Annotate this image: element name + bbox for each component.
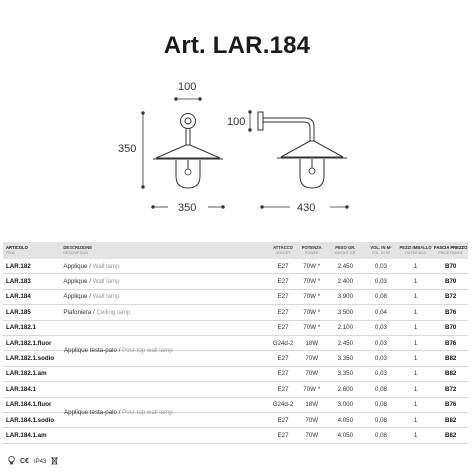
cell-articolo: LAR.184.1.sodio — [6, 416, 55, 424]
front-bottom-dim: 350 — [178, 202, 197, 214]
table-row — [3, 428, 468, 443]
cell-fascia: B76 — [445, 339, 457, 347]
cell-peso: 3.350 — [337, 355, 354, 363]
cell-articolo: LAR.185 — [6, 308, 31, 316]
cell-volume: 0,04 — [374, 308, 387, 316]
cell-pezzi: 1 — [413, 355, 418, 363]
cell-peso: 3.900 — [337, 293, 354, 301]
cell-pezzi: 1 — [413, 278, 418, 286]
table-row — [3, 305, 468, 320]
cell-potenza: 18W — [305, 339, 319, 347]
cell-articolo: LAR.183 — [6, 278, 31, 286]
header-descrizione: DESCRIZIONE DESCRIPTION — [63, 244, 93, 255]
side-top-dim: 100 — [227, 116, 246, 128]
cell-potenza: 70W — [305, 416, 319, 424]
header-potenza: POTENZA POWER — [301, 244, 322, 255]
side-view-drawing — [249, 111, 348, 208]
bulb-icon — [8, 456, 15, 467]
cell-peso: 3.000 — [337, 401, 354, 409]
cell-attacco: E27 — [277, 324, 289, 332]
cell-peso: 2.450 — [337, 339, 354, 347]
cell-volume: 0,08 — [374, 293, 387, 301]
cell-attacco: E27 — [277, 385, 289, 393]
cell-descrizione: Applique / Wall lamp — [63, 262, 120, 270]
cell-pezzi: 1 — [413, 385, 418, 393]
cell-pezzi: 1 — [413, 262, 418, 270]
cell-articolo: LAR.182 — [6, 262, 31, 270]
cell-peso: 4.050 — [337, 431, 354, 439]
cell-descrizione: Applique / Wall lamp — [63, 293, 120, 301]
weee-bin-icon — [51, 456, 58, 467]
header-volume: VOL. IN M³ VOL. IN M³ — [370, 244, 392, 255]
cell-articolo: LAR.182.1.fluor — [6, 339, 52, 347]
front-top-dim: 100 — [178, 81, 197, 93]
cell-fascia: B72 — [445, 385, 457, 393]
cell-potenza: 70W * — [303, 308, 321, 316]
cell-fascia: B72 — [445, 293, 457, 301]
cell-potenza: 18W — [305, 401, 319, 409]
cell-fascia: B82 — [445, 355, 457, 363]
cell-fascia: B82 — [445, 416, 457, 424]
cell-peso: 3.350 — [337, 370, 354, 378]
table-row — [3, 382, 468, 397]
cell-attacco: E27 — [277, 308, 289, 316]
cell-attacco: G24d-2 — [272, 339, 294, 347]
header-articolo: ARTICOLO ITEM — [6, 244, 28, 255]
technical-drawings — [0, 0, 474, 230]
cell-volume: 0,03 — [374, 324, 387, 332]
table-row — [3, 367, 468, 382]
cell-peso: 2.400 — [337, 278, 354, 286]
table-header — [3, 242, 468, 259]
page-title: Art. LAR.184 — [163, 32, 311, 59]
cell-peso: 3.500 — [337, 308, 354, 316]
cell-articolo: LAR.184 — [6, 293, 31, 301]
ip-rating-icon: IP43 — [33, 458, 47, 465]
cell-potenza: 70W * — [303, 278, 321, 286]
cell-potenza: 70W * — [303, 293, 321, 301]
cell-volume: 0,03 — [374, 262, 387, 270]
cell-pezzi: 1 — [413, 370, 418, 378]
cell-volume: 0,03 — [374, 278, 387, 286]
cell-volume: 0,03 — [374, 370, 387, 378]
cell-articolo: LAR.182.1 — [6, 324, 36, 332]
front-view-drawing — [142, 98, 224, 208]
ce-mark-icon: C€ — [20, 458, 29, 465]
cell-potenza: 70W — [305, 355, 319, 363]
cell-fascia: B76 — [445, 308, 457, 316]
group-post-top-182 — [3, 321, 468, 383]
cell-pezzi: 1 — [413, 431, 418, 439]
side-bottom-dim: 430 — [297, 202, 316, 214]
spec-table — [3, 242, 468, 444]
table-row — [3, 321, 468, 336]
cell-articolo: LAR.184.1.fluor — [6, 401, 52, 409]
group-description: Applique testa-palo / Post-top wall lamp — [64, 347, 173, 355]
cell-peso: 2.100 — [337, 324, 354, 332]
cell-fascia: B76 — [445, 401, 457, 409]
front-height-dim: 350 — [118, 143, 137, 155]
cell-fascia: B70 — [445, 262, 457, 270]
group-description: Applique testa-palo / Post-top wall lamp — [64, 408, 173, 416]
cell-pezzi: 1 — [413, 324, 418, 332]
cell-attacco: E27 — [277, 262, 289, 270]
cell-attacco: E27 — [277, 431, 289, 439]
cell-volume: 0,08 — [374, 416, 387, 424]
cell-pezzi: 1 — [413, 293, 418, 301]
cell-potenza: 70W — [305, 431, 319, 439]
cell-fascia: B70 — [445, 278, 457, 286]
cell-attacco: E27 — [277, 370, 289, 378]
cell-peso: 2.600 — [337, 385, 354, 393]
cell-volume: 0,08 — [374, 385, 387, 393]
cell-attacco: E27 — [277, 355, 289, 363]
single-rows — [3, 259, 468, 321]
cell-potenza: 70W — [305, 370, 319, 378]
cell-potenza: 70W * — [303, 262, 321, 270]
header-attacco: ATTACCO SOCKET — [273, 244, 293, 255]
cell-descrizione: Applique / Wall lamp — [63, 278, 120, 286]
cell-volume: 0,08 — [374, 431, 387, 439]
cell-attacco: E27 — [277, 278, 289, 286]
cell-fascia: B70 — [445, 324, 457, 332]
cell-potenza: 70W * — [303, 324, 321, 332]
cell-potenza: 70W * — [303, 385, 321, 393]
cell-pezzi: 1 — [413, 339, 418, 347]
cell-articolo: LAR.182.1.am — [6, 370, 47, 378]
cell-peso: 4.050 — [337, 416, 354, 424]
cell-attacco: E27 — [277, 416, 289, 424]
header-pezzi: PEZZI IMBALLO OUTER BOX — [399, 244, 432, 255]
table-row — [3, 274, 468, 289]
cell-fascia: B82 — [445, 370, 457, 378]
header-peso: PESO GR. WEIGHT GR. — [334, 244, 357, 255]
cell-volume: 0,08 — [374, 401, 387, 409]
cell-attacco: E27 — [277, 293, 289, 301]
cell-pezzi: 1 — [413, 308, 418, 316]
cell-articolo: LAR.182.1.sodio — [6, 355, 55, 363]
cell-volume: 0,03 — [374, 339, 387, 347]
table-row — [3, 259, 468, 274]
cell-articolo: LAR.184.1.am — [6, 431, 47, 439]
cell-attacco: G24d-2 — [272, 401, 294, 409]
cell-peso: 2.450 — [337, 262, 354, 270]
cell-pezzi: 1 — [413, 416, 418, 424]
cell-pezzi: 1 — [413, 401, 418, 409]
header-fascia: FASCIA PREZZO PRICE RANGE — [434, 244, 468, 255]
group-post-top-184 — [3, 382, 468, 444]
cell-articolo: LAR.184.1 — [6, 385, 36, 393]
certification-icons — [8, 456, 58, 467]
table-row — [3, 290, 468, 305]
cell-fascia: B82 — [445, 431, 457, 439]
cell-volume: 0,03 — [374, 355, 387, 363]
cell-descrizione: Plafoniera / Ceiling lamp — [63, 308, 131, 316]
